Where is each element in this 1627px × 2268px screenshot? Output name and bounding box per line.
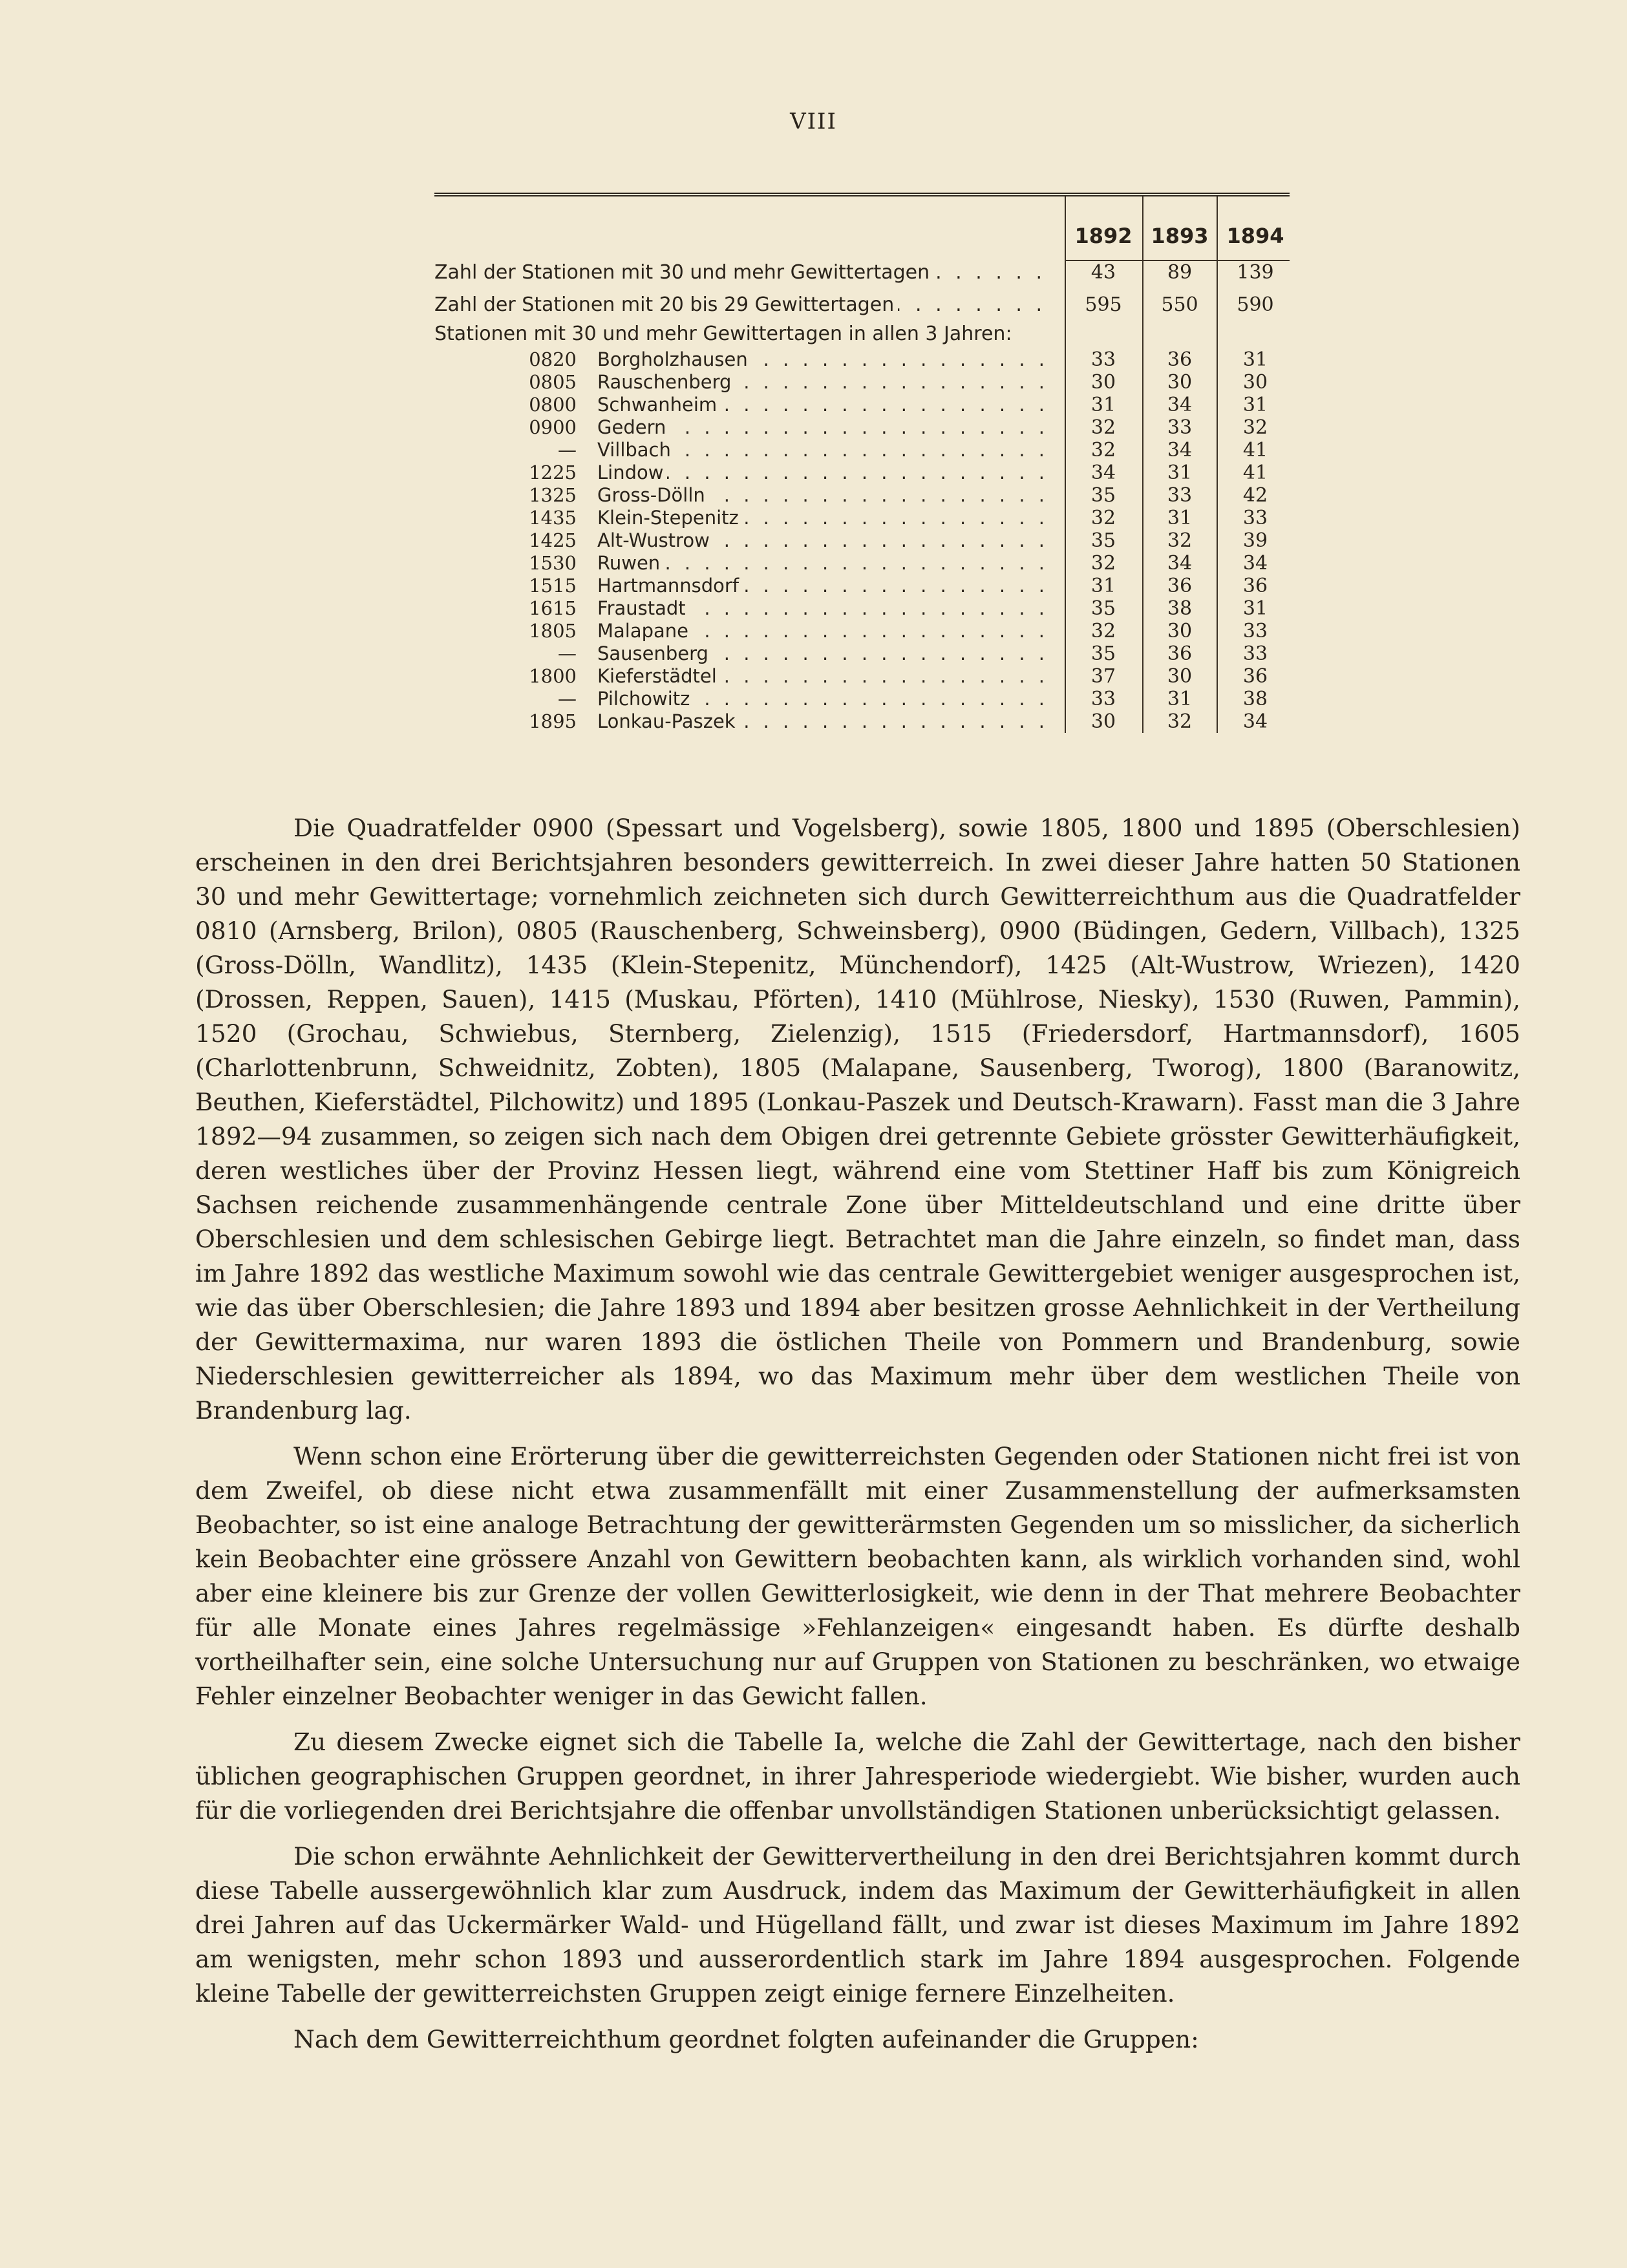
table-cell: 30: [1167, 665, 1193, 688]
table-cell: 30: [1167, 371, 1193, 394]
table-row: [434, 688, 1290, 710]
station-code: 0900: [529, 416, 577, 438]
table-cell: 31: [1242, 597, 1268, 620]
table-row: [434, 665, 1290, 688]
table-cell: 36: [1242, 665, 1268, 688]
table-cell: 33: [1167, 416, 1193, 439]
table-row: [434, 394, 1290, 416]
table-cell: 31: [1090, 575, 1116, 597]
table-cell: 31: [1167, 461, 1193, 484]
table-cell: 34: [1242, 552, 1268, 575]
table-cell: 34: [1242, 710, 1268, 733]
table-cell: 32: [1090, 552, 1116, 575]
summary-label: Zahl der Stationen mit 20 bis 29 Gewittertagen: [434, 293, 898, 316]
station-code: 1225: [529, 461, 577, 483]
station-code: 0820: [529, 348, 577, 370]
table-cell: 33: [1242, 507, 1268, 529]
paragraph: Wenn schon eine Erörterung über die gewitterreichsten Gegenden oder Stationen nicht frei ist von dem Zweifel, ob diese nicht etwa zusammenfällt mit einer Zusammenstellung der aufmerksamsten Beobachter, so ist eine analoge Betrachtung der gewitterärmsten Gegenden um so misslicher, da sicherlich kein Beobachter eine grössere Anzahl von Gewittern beobachten kann, als wirklich vorhanden sind, wohl aber eine kleinere bis zur Grenze der vollen Gewitterlosigkeit, wie denn in der That mehrere Beobachter für alle Monate eines Jahres regelmässige »Fehlanzeigen« eingesandt haben. Es dürfte deshalb vortheilhafter sein, eine solche Untersuchung nur auf Gruppen von Stationen zu beschränken, wo etwaige Fehler einzelner Beobachter weniger in das Gewicht fallen.: [195, 1442, 1520, 1710]
table-cell: 34: [1090, 461, 1116, 484]
station-code: —: [558, 688, 577, 710]
table-cell: 34: [1167, 394, 1193, 416]
station-name: Sausenberg: [597, 642, 712, 664]
table-cell: 31: [1242, 348, 1268, 371]
station-name: Lindow: [597, 461, 667, 483]
page-number: VIII: [790, 109, 837, 134]
paragraph: Zu diesem Zwecke eignet sich die Tabelle Ia, welche die Zahl der Gewittertage, nach den bisher üblichen geographischen Gruppen geordnet, in ihrer Jahresperiode wiedergiebt. Wie bisher, wurden auch für die vorliegenden drei Berichtsjahre die offenbar unvollständigen Stationen unberücksichtigt gelassen.: [195, 1728, 1520, 1825]
table-cell: 31: [1242, 394, 1268, 416]
station-name: Pilchowitz: [597, 688, 694, 710]
table-cell: 35: [1090, 642, 1116, 665]
station-code: 1325: [529, 484, 577, 506]
station-code: 1800: [529, 665, 577, 687]
station-name: Schwanheim: [597, 394, 721, 416]
table-cell: 32: [1167, 710, 1193, 733]
station-name: Malapane: [597, 620, 692, 642]
table-cell: 590: [1237, 293, 1274, 316]
table-cell: 35: [1090, 597, 1116, 620]
table-cell: 33: [1090, 688, 1116, 710]
table-cell: 30: [1090, 710, 1116, 733]
table-row: [434, 461, 1290, 484]
table-row: [434, 371, 1290, 394]
station-name: Fraustadt: [597, 597, 690, 619]
table-row: [434, 552, 1290, 575]
table-cell: 37: [1090, 665, 1116, 688]
year-header: 1893: [1151, 224, 1209, 248]
table-header-row: [434, 196, 1290, 261]
table-subheading: Stationen mit 30 und mehr Gewittertagen in allen 3 Jahren:: [434, 323, 1016, 345]
table-cell: 34: [1167, 552, 1193, 575]
table-row: [434, 620, 1290, 642]
table-cell: 30: [1242, 371, 1268, 394]
table-row: [434, 484, 1290, 507]
table-cell: 31: [1167, 507, 1193, 529]
table-row: [434, 710, 1290, 733]
station-code: 0805: [529, 371, 577, 393]
year-header: 1892: [1074, 224, 1133, 248]
table-row: [434, 575, 1290, 597]
table-cell: 32: [1167, 529, 1193, 552]
station-name: Borgholzhausen: [597, 348, 752, 370]
table-cell: 89: [1167, 261, 1193, 284]
station-name: Gross-Dölln: [597, 484, 709, 506]
station-code: 1615: [529, 597, 577, 619]
statistics-table: [434, 193, 1290, 733]
table-row: [434, 348, 1290, 371]
paragraph: Die schon erwähnte Aehnlichkeit der Gewittervertheilung in den drei Berichtsjahren kommt durch diese Tabelle aussergewöhnlich klar zum Ausdruck, indem das Maximum der Gewitterhäufigkeit in allen drei Jahren auf das Uckermärker Wald- und Hügelland fällt, und zwar ist dieses Maximum im Jahre 1892 am wenigsten, mehr schon 1893 und ausserordentlich stark im Jahre 1894 ausgesprochen. Folgende kleine Tabelle der gewitterreichsten Gruppen zeigt einige fernere Einzelheiten.: [195, 1842, 1520, 2008]
table-cell: 32: [1242, 416, 1268, 439]
station-code: —: [558, 642, 577, 664]
table-cell: 38: [1167, 597, 1193, 620]
table-cell: 36: [1167, 642, 1193, 665]
table-cell: 33: [1090, 348, 1116, 371]
station-name: Alt-Wustrow: [597, 529, 714, 551]
summary-row: [434, 293, 1290, 316]
station-name: Klein-Stepenitz: [597, 507, 743, 529]
table-cell: 32: [1090, 439, 1116, 461]
table-cell: 30: [1167, 620, 1193, 642]
table-cell: 42: [1242, 484, 1268, 507]
table-row: [434, 416, 1290, 439]
paragraph: Die Quadratfelder 0900 (Spessart und Vogelsberg), sowie 1805, 1800 und 1895 (Oberschlesien) erscheinen in den drei Berichtsjahren besonders gewitterreich. In zwei dieser Jahre hatten 50 Stationen 30 und mehr Gewittertage; vornehmlich zeichneten sich durch Gewitterreichthum aus die Quadratfelder 0810 (Arnsberg, Brilon), 0805 (Rauschenberg, Schweinsberg), 0900 (Büdingen, Gedern, Villbach), 1325 (Gross-Dölln, Wandlitz), 1435 (Klein-Stepenitz, Münchendorf), 1425 (Alt-Wustrow, Wriezen), 1420 (Drossen, Reppen, Sauen), 1415 (Muskau, Pförten), 1410 (Mühlrose, Niesky), 1530 (Ruwen, Pammin), 1520 (Grochau, Schwiebus, Sternberg, Zielenzig), 1515 (Friedersdorf, Hartmannsdorf), 1605 (Charlottenbrunn, Schweidnitz, Zobten), 1805 (Malapane, Sausenberg, Tworog), 1800 (Baranowitz, Beuthen, Kieferstädtel, Pilchowitz) und 1895 (Lonkau-Paszek und Deutsch-Krawarn). Fasst man die 3 Jahre 1892—94 zusammen, so zeigen sich nach dem Obigen drei getrennte Gebiete grösster Gewitterhäufigkeit, deren westliches über der Provinz Hessen liegt, während eine vom Stettiner Haff bis zum Königreich Sachsen reichende zusammenhängende centrale Zone über Mitteldeutschland und eine dritte über Oberschlesien und dem schlesischen Gebirge liegt. Betrachtet man die Jahre einzeln, so findet man, dass im Jahre 1892 das westliche Maximum sowohl wie das centrale Gewittergebiet weniger ausgesprochen ist, wie das über Oberschlesien; die Jahre 1893 und 1894 aber besitzen grosse Aehnlichkeit in der Vertheilung der Gewittermaxima, nur waren 1893 die östlichen Theile von Pommern und Brandenburg, sowie Niederschlesien gewitterreicher als 1894, wo das Maximum mehr über dem westlichen Theile von Brandenburg lag.: [195, 814, 1520, 1425]
table-row: [434, 439, 1290, 461]
table-cell: 550: [1161, 293, 1198, 316]
station-name: Ruwen: [597, 552, 664, 574]
table-cell: 32: [1090, 620, 1116, 642]
station-name: Kieferstädtel: [597, 665, 721, 687]
station-name: Rauschenberg: [597, 371, 735, 393]
paragraph: Nach dem Gewitterreichthum geordnet folgten aufeinander die Gruppen:: [293, 2025, 1199, 2053]
summary-label: Zahl der Stationen mit 30 und mehr Gewittertagen: [434, 261, 933, 284]
table-cell: 39: [1242, 529, 1268, 552]
table-row: [434, 507, 1290, 529]
body-text: [195, 811, 1520, 2068]
table-cell: 34: [1167, 439, 1193, 461]
station-name: Gedern: [597, 416, 670, 438]
table-cell: 36: [1167, 575, 1193, 597]
table-cell: 31: [1167, 688, 1193, 710]
table-cell: 41: [1242, 439, 1268, 461]
station-name: Lonkau-Paszek: [597, 710, 739, 732]
table-row: [434, 597, 1290, 620]
station-code: 1530: [529, 552, 577, 574]
table-row: [434, 642, 1290, 665]
station-name: Hartmannsdorf: [597, 575, 743, 597]
table-cell: 32: [1090, 416, 1116, 439]
table-cell: 38: [1242, 688, 1268, 710]
table-cell: 33: [1242, 642, 1268, 665]
table-cell: 35: [1090, 484, 1116, 507]
station-code: 1895: [529, 710, 577, 732]
station-code: 1435: [529, 507, 577, 529]
table-cell: 33: [1242, 620, 1268, 642]
table-cell: 33: [1167, 484, 1193, 507]
station-name: Villbach: [597, 439, 675, 461]
table-cell: 595: [1085, 293, 1122, 316]
table-cell: 32: [1090, 507, 1116, 529]
table-cell: 35: [1090, 529, 1116, 552]
table-cell: 36: [1242, 575, 1268, 597]
summary-row: [434, 261, 1290, 284]
station-code: 1805: [529, 620, 577, 642]
station-code: —: [558, 439, 577, 461]
table-cell: 41: [1242, 461, 1268, 484]
table-cell: 31: [1090, 394, 1116, 416]
table-cell: 139: [1237, 261, 1274, 284]
station-code: 0800: [529, 394, 577, 416]
station-code: 1515: [529, 575, 577, 597]
table-cell: 30: [1090, 371, 1116, 394]
table-row: [434, 529, 1290, 552]
subheading-row: [434, 316, 1290, 348]
table-cell: 36: [1167, 348, 1193, 371]
table-cell: 43: [1090, 261, 1116, 284]
station-code: 1425: [529, 529, 577, 551]
year-header: 1894: [1226, 224, 1284, 248]
